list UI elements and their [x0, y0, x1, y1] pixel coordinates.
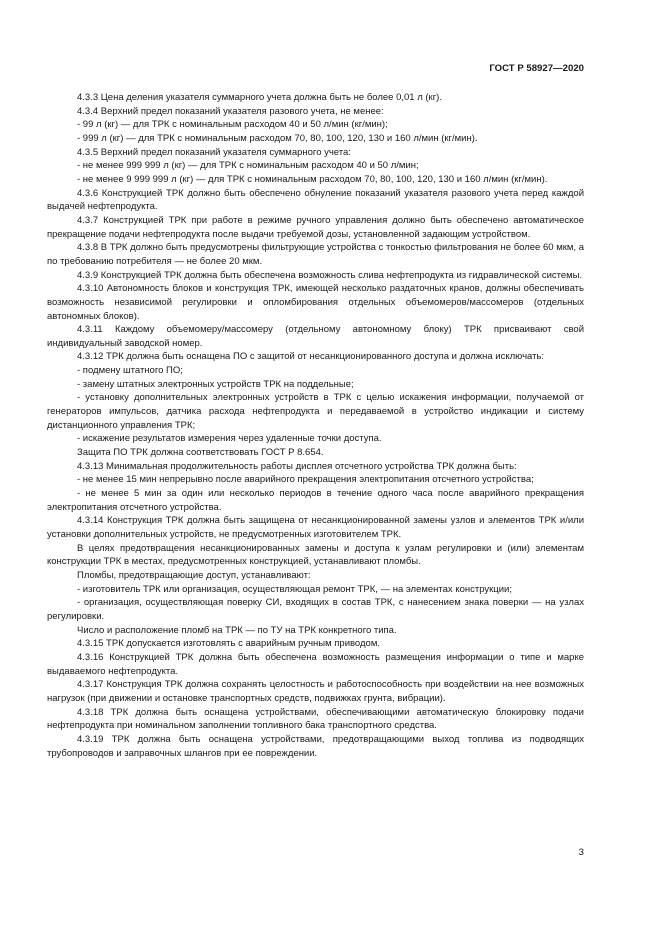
paragraph: - организация, осуществляющая поверку СИ, входящих в состав ТРК, с нанесением знака поверки — на узлах регулировки. — [47, 597, 584, 622]
paragraph: - не менее 999 999 л (кг) — для ТРК с номинальным расходом 40 и 50 л/мин; — [77, 160, 419, 172]
paragraph: 4.3.12 ТРК должна быть оснащена ПО с защитой от несанкционированного доступа и должна исключать: — [77, 351, 545, 363]
paragraph: 4.3.5 Верхний предел показаний указателя суммарного учета: — [77, 146, 351, 158]
paragraph: - замену штатных электронных устройств ТРК на поддельные; — [77, 378, 354, 390]
paragraph: 4.3.14 Конструкция ТРК должна быть защищена от несанкционированной замены узлов и элементов ТРК и/или установки дополнительных устройств, не предусмотренных изготовителем ТРК. — [47, 515, 584, 540]
paragraph: - не менее 15 мин непрерывно после аварийного прекращения электропитания отсчетного устройства; — [77, 474, 534, 486]
document-body — [47, 91, 584, 760]
paragraph: - 999 л (кг) — для ТРК с номинальным расходом 70, 80, 100, 120, 130 и 160 л/мин (кг/мин). — [77, 132, 478, 144]
page-number: 3 — [578, 847, 584, 858]
paragraph: 4.3.18 ТРК должна быть оснащена устройствами, обеспечивающими автоматическую блокировку подачи нефтепродукта при номинальном заполнении топливного бака транспортного средства. — [47, 706, 584, 732]
paragraph: 4.3.13 Минимальная продолжительность работы дисплея отсчетного устройства ТРК должна быть: — [77, 460, 517, 472]
paragraph: 4.3.7 Конструкцией ТРК при работе в режиме ручного управления должно быть обеспечено автоматическое прекращение подачи нефтепродукта после выдачи требуемой дозы, установленной задающим устройством. — [47, 214, 584, 240]
paragraph: В целях предотвращения несанкционированных замены и доступа к узлам регулировки и (или) элементам конструкции ТРК в местах, предусмотренных конструкцией, устанавливают пломбы. — [47, 542, 584, 568]
paragraph: 4.3.17 Конструкция ТРК должна сохранять целостность и работоспособность при воздействии на нее возможных нагрузок (при движении и остановке транспортных средств, подвижках грунта, вибрации). — [47, 679, 584, 704]
paragraph: 4.3.19 ТРК должна быть оснащена устройствами, предотвращающими выход топлива из подводящих трубопроводов и заправочных шлангов при ее повреждении. — [47, 733, 584, 759]
paragraph: Защита ПО ТРК должна соответствовать ГОСТ Р 8.654. — [77, 447, 324, 459]
document-header: ГОСТ Р 58927—2020 — [489, 63, 584, 74]
paragraph: 4.3.3 Цена деления указателя суммарного учета должна быть не более 0,01 л (кг). — [77, 92, 442, 103]
paragraph: - изготовитель ТРК или организация, осуществляющая ремонт ТРК, — на элементах конструкции; — [77, 583, 512, 595]
paragraph: - установку дополнительных электронных устройств в ТРК с целью искажения информации, получаемой от генераторов импульсов, датчика расхода нефтепродукта и передаваемой в устройство индикации и систему дистанционного управления ТРК; — [47, 392, 584, 431]
paragraph: 4.3.8 В ТРК должно быть предусмотрены фильтрующие устройства с тонкостью фильтрования не более 60 мкм, а по требованию потребителя — не более 20 мкм. — [47, 242, 584, 267]
paragraph: 4.3.16 Конструкцией ТРК должна быть обеспечена возможность размещения информации о типе и марке выдаваемого нефтепродукта. — [47, 651, 584, 677]
paragraph: 4.3.11 Каждому объемомеру/массомеру (отдельному автономному блоку) ТРК присваивают свой индивидуальный заводской номер. — [47, 324, 584, 349]
paragraph: - не менее 5 мин за один или несколько периодов в течение одного часа после аварийного прекращения электропитания отсчетного устройства. — [47, 488, 584, 513]
paragraph: 4.3.15 ТРК допускается изготовлять с аварийным ручным приводом. — [77, 638, 381, 650]
paragraph: 4.3.4 Верхний предел показаний указателя разового учета, не менее: — [77, 105, 384, 117]
paragraph: - не менее 9 999 999 л (кг) — для ТРК с номинальным расходом 70, 80, 100, 120, 130 и 160 л/мин (кг/мин). — [77, 173, 548, 185]
paragraph: Число и расположение пломб на ТРК — по ТУ на ТРК конкретного типа. — [77, 624, 397, 636]
paragraph: Пломбы, предотвращающие доступ, устанавливают: — [77, 569, 311, 581]
paragraph: - искажение результатов измерения через удаленные точки доступа. — [77, 433, 382, 445]
paragraph: - 99 л (кг) — для ТРК с номинальным расходом 40 и 50 л/мин (кг/мин); — [77, 119, 388, 131]
paragraph: 4.3.6 Конструкцией ТРК должно быть обеспечено обнуление показаний указателя разового учета перед каждой выдачей нефтепродукта. — [47, 187, 584, 213]
paragraph: - подмену штатного ПО; — [77, 365, 183, 377]
paragraph: 4.3.9 Конструкцией ТРК должна быть обеспечена возможность слива нефтепродукта из гидравлической системы. — [77, 269, 583, 281]
paragraph: 4.3.10 Автономность блоков и конструкция ТРК, имеющей несколько раздаточных кранов, должны обеспечивать возможность независимой регулировки и опломбирования отдельных объемомеров/массомеров (отдельных автономных блоков). — [47, 283, 584, 322]
